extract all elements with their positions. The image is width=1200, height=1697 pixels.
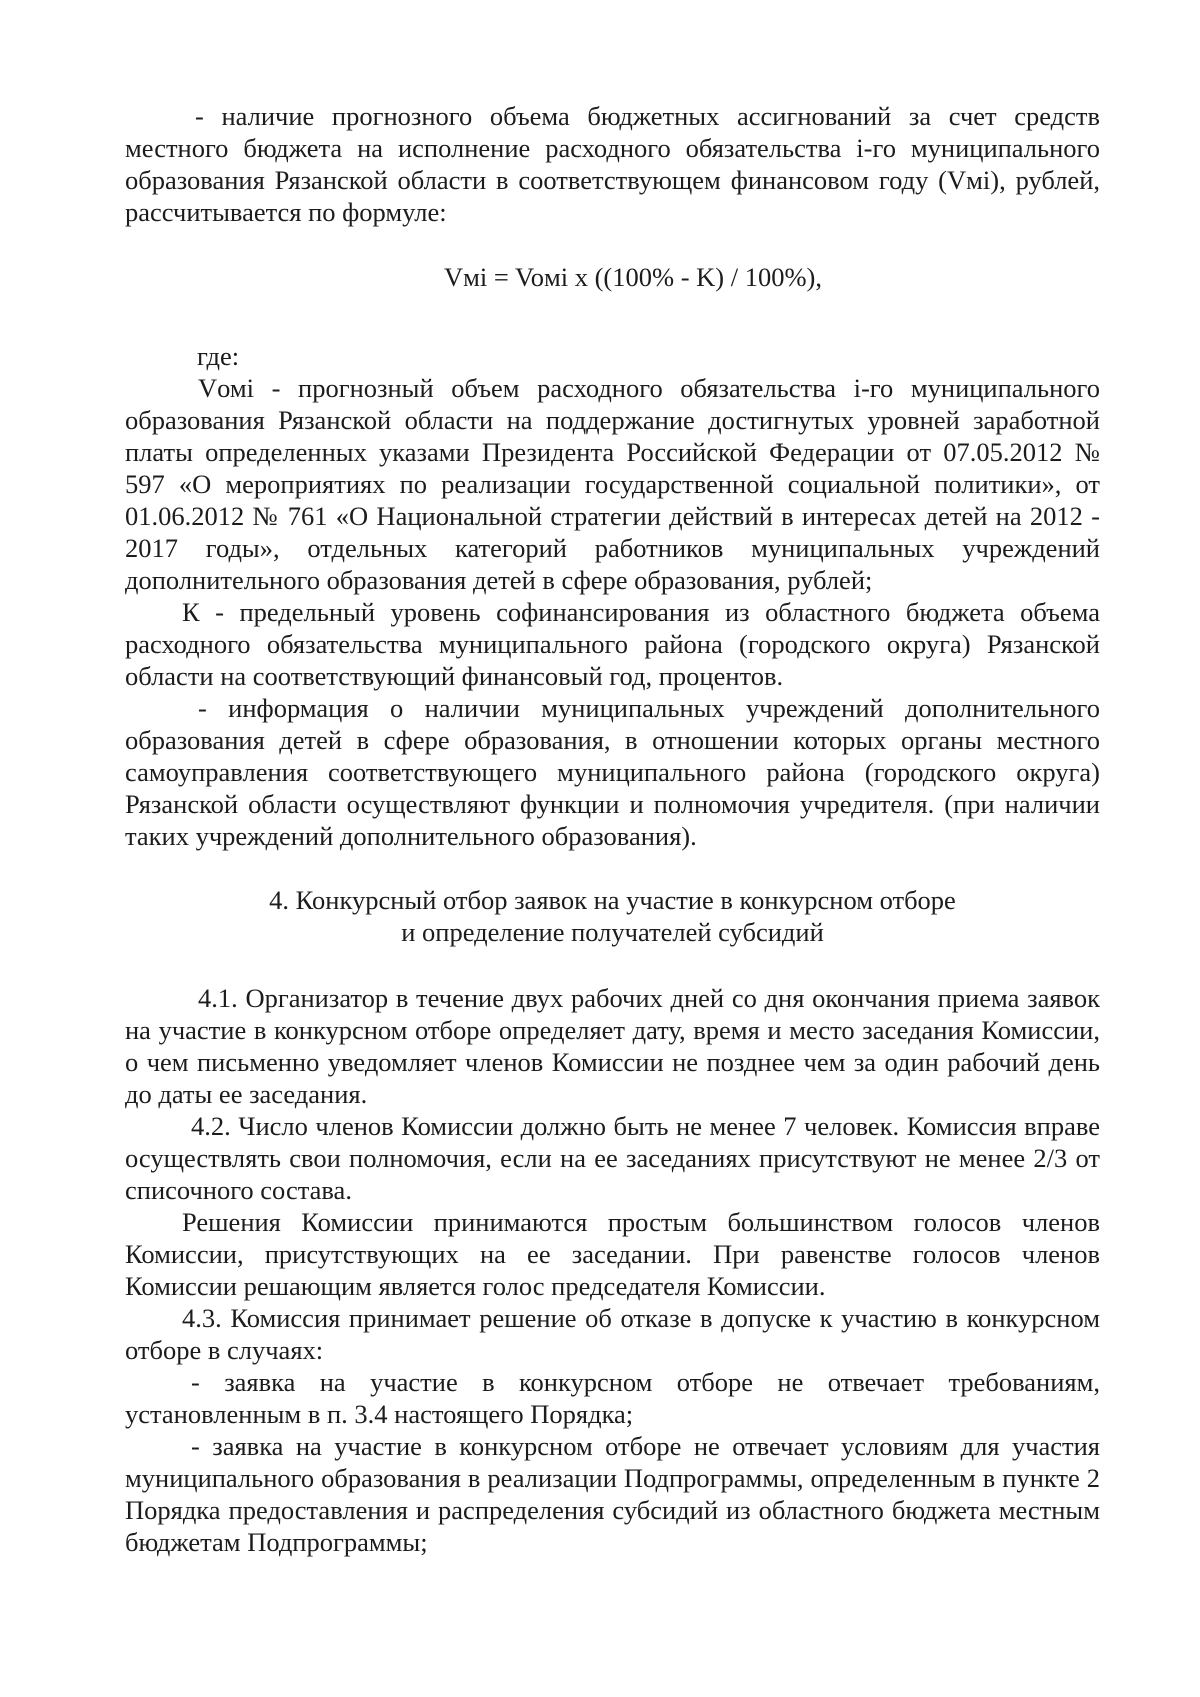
- where-label: где:: [197, 341, 240, 371]
- paragraph-4-3: 4.3. Комиссия принимает решение об отказе в допуске к участию в конкурсном отборе в случаях:: [125, 1303, 1100, 1365]
- document-page: [125, 100, 1100, 1558]
- section-heading-line2: и определение получателей субсидий: [401, 917, 824, 947]
- section-heading-line1: 4. Конкурсный отбор заявок на участие в конкурсном отборе: [269, 885, 956, 915]
- paragraph-4-1: 4.1. Организатор в течение двух рабочих дней со дня окончания приема заявок на участие в конкурсном отборе определяет дату, время и место заседания Комиссии, о чем письменно уведомляет членов Комиссии не позднее чем за один рабочий день до даты ее заседания.: [125, 983, 1100, 1109]
- definition-vomi: Vомi - прогнозный объем расходного обязательства i-го муниципального образования Рязанской области на поддержание достигнутых уровней заработной платы определенных указами Президента Российской Федерации от 07.05.2012 № 597 «О мероприятиях по реализации государственной социальной политики», от 01.06.2012 № 761 «О Национальной стратегии действий в интересах детей на 2012 - 2017 годы», отдельных категорий работников муниципальных учреждений дополнительного образования детей в сфере образования, рублей;: [125, 373, 1100, 595]
- list-item-requirements: - заявка на участие в конкурсном отборе не отвечает требованиям, установленным в п. 3.4 настоящего Порядка;: [125, 1367, 1100, 1429]
- formula: Vмi = Voмi x ((100% - K) / 100%),: [444, 262, 822, 292]
- list-item-conditions: - заявка на участие в конкурсном отборе не отвечает условиям для участия муниципального образования в реализации Подпрограммы, определенным в пункте 2 Порядка предоставления и распределения субсидий из областного бюджета местным бюджетам Подпрограммы;: [125, 1431, 1100, 1557]
- intro-paragraph: - наличие прогнозного объема бюджетных ассигнований за счет средств местного бюджета на исполнение расходного обязательства i-го муниципального образования Рязанской области в соответствующем финансовом году (Vмi), рублей, рассчитывается по формуле:: [125, 101, 1100, 227]
- definition-k: К - предельный уровень софинансирования из областного бюджета объема расходного обязательства муниципального района (городского округа) Рязанской области на соответствующий финансовый год, процентов.: [125, 597, 1100, 691]
- section-heading: [125, 884, 1100, 948]
- paragraph-4-2: 4.2. Число членов Комиссии должно быть не менее 7 человек. Комиссия вправе осуществлять свои полномочия, если на ее заседаниях присутствуют не менее 2/3 от списочного состава.: [125, 1111, 1100, 1205]
- info-paragraph: - информация о наличии муниципальных учреждений дополнительного образования детей в сфере образования, в отношении которых органы местного самоуправления соответствующего муниципального района (городского округа) Рязанской области осуществляют функции и полномочия учредителя. (при наличии таких учреждений дополнительного образования).: [125, 693, 1100, 851]
- paragraph-decisions: Решения Комиссии принимаются простым большинством голосов членов Комиссии, присутствующих на ее заседании. При равенстве голосов членов Комиссии решающим является голос председателя Комиссии.: [125, 1207, 1100, 1301]
